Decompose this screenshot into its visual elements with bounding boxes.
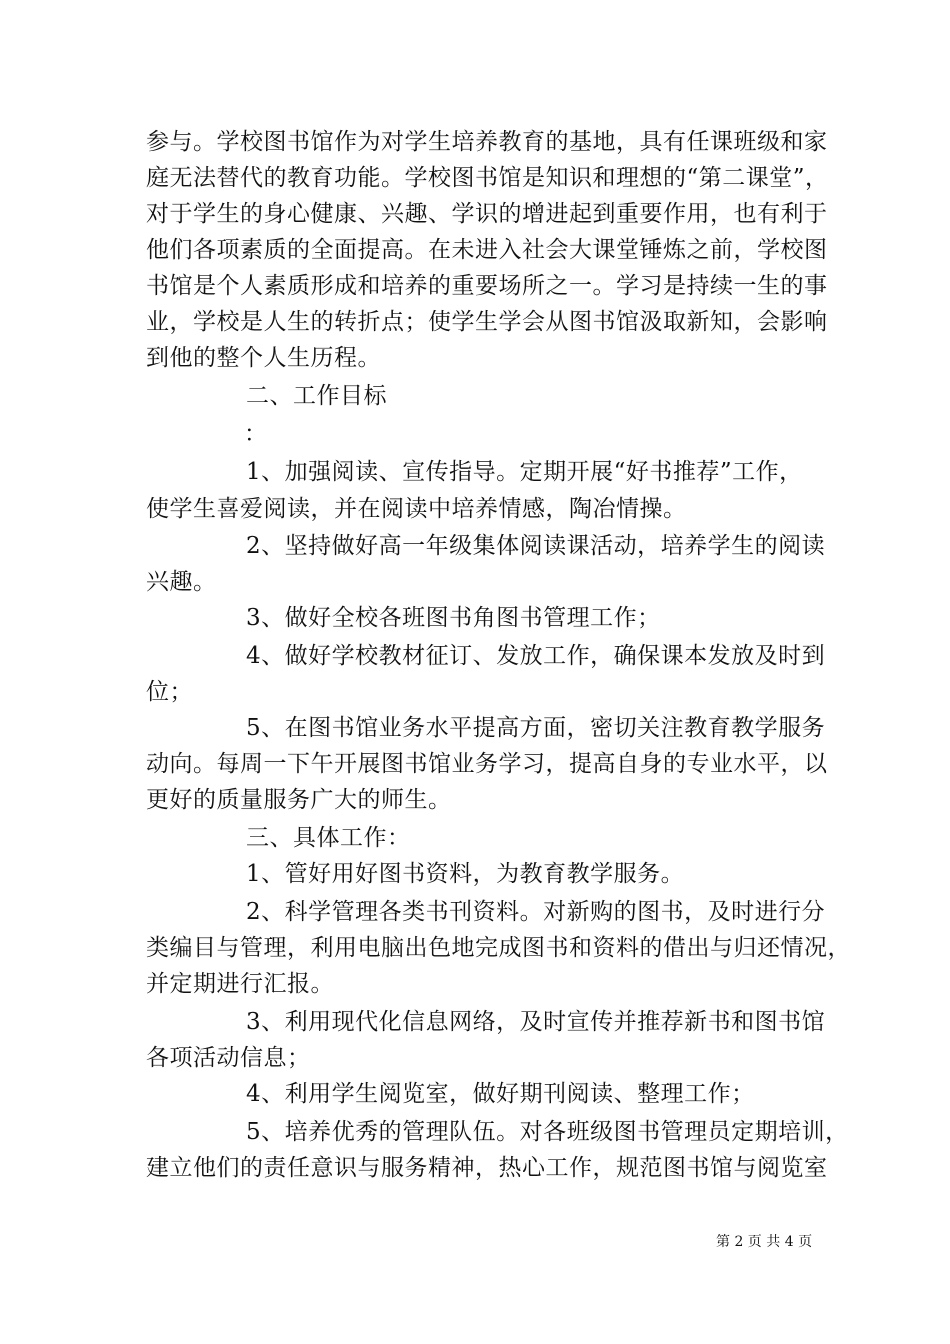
page-number: 第 2 页 共 4 页 — [716, 1234, 813, 1250]
list-item-line: 兴趣。 — [146, 569, 217, 595]
section-heading: 二、工作目标 — [246, 383, 387, 409]
paragraph-line: ： — [244, 421, 268, 447]
list-item-line: 位； — [146, 679, 193, 705]
list-item-line: 3、做好全校各班图书角图书管理工作； — [246, 605, 661, 631]
paragraph-line: 庭无法替代的教育功能。学校图书馆是知识和理想的“第二课堂”， — [146, 165, 829, 191]
list-item-line: 4、利用学生阅览室，做好期刊阅读、整理工作； — [246, 1081, 755, 1107]
paragraph-line: 对于学生的身心健康、兴趣、学识的增进起到重要作用，也有利于 — [146, 201, 828, 227]
list-item-line: 建立他们的责任意识与服务精神，热心工作，规范图书馆与阅览室 — [146, 1155, 828, 1181]
list-item-line: 使学生喜爱阅读，并在阅读中培养情感，陶冶情操。 — [146, 496, 687, 522]
paragraph-line: 参与。学校图书馆作为对学生培养教育的基地，具有任课班级和家 — [146, 129, 828, 155]
list-item-line: 动向。每周一下午开展图书馆业务学习，提高自身的专业水平，以 — [146, 751, 828, 777]
list-item-line: 1、加强阅读、宣传指导。定期开展“好书推荐”工作， — [246, 459, 803, 485]
list-item-line: 更好的质量服务广大的师生。 — [146, 787, 452, 813]
paragraph-line: 到他的整个人生历程。 — [146, 345, 381, 371]
list-item-line: 各项活动信息； — [146, 1045, 311, 1071]
list-item-line: 4、做好学校教材征订、发放工作，确保课本发放及时到 — [246, 643, 826, 669]
list-item-line: 类编目与管理，利用电脑出色地完成图书和资料的借出与归还情况， — [146, 935, 851, 961]
list-item-line: 并定期进行汇报。 — [146, 971, 334, 997]
list-item-line: 2、科学管理各类书刊资料。对新购的图书，及时进行分 — [246, 899, 826, 925]
list-item-line: 5、培养优秀的管理队伍。对各班级图书管理员定期培训， — [246, 1119, 849, 1145]
list-item-line: 2、坚持做好高一年级集体阅读课活动，培养学生的阅读 — [246, 533, 826, 559]
list-item-line: 1、管好用好图书资料，为教育教学服务。 — [246, 861, 685, 887]
section-heading: 三、具体工作： — [246, 825, 411, 851]
paragraph-line: 书馆是个人素质形成和培养的重要场所之一。学习是持续一生的事 — [146, 273, 828, 299]
list-item-line: 3、利用现代化信息网络，及时宣传并推荐新书和图书馆 — [246, 1009, 826, 1035]
paragraph-line: 业，学校是人生的转折点；使学生学会从图书馆汲取新知，会影响 — [146, 309, 828, 335]
paragraph-line: 他们各项素质的全面提高。在未进入社会大课堂锤炼之前，学校图 — [146, 237, 828, 263]
list-item-line: 5、在图书馆业务水平提高方面，密切关注教育教学服务 — [246, 715, 826, 741]
